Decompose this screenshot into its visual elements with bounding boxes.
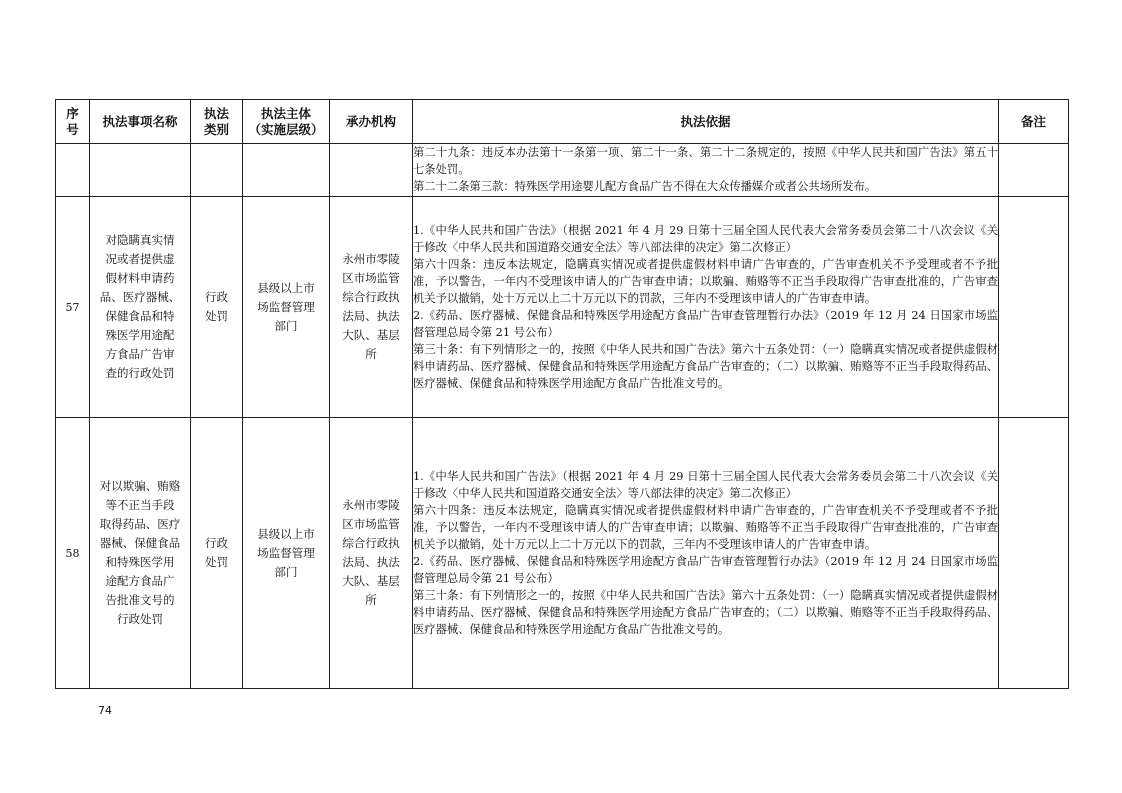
header-serial: 序 号: [56, 100, 90, 144]
cell-serial: 58: [56, 418, 90, 689]
cell-category: 行政 处罚: [191, 418, 243, 689]
basis-paragraph: 第三十条：有下列情形之一的，按照《中华人民共和国广告法》第六十五条处罚：（一）隐瞒真实情况或者提供虚假材料申请药品、医疗器械、保健食品和特殊医学用途配方食品广告审查的；（二）以欺骗、贿赂等不正当手段取得药品、医疗器械、保健食品和特殊医学用途配方食品广告批准文号的。: [413, 589, 998, 636]
cell-category: 行政 处罚: [191, 197, 243, 418]
header-row: [56, 100, 1069, 144]
cell-name: 对以欺骗、贿赂 等不正当手段 取得药品、医疗 器械、保健食品 和特殊医学用 途配方食品广 告批准文号的 行政处罚: [90, 418, 191, 689]
basis-paragraph: 第二十九条：违反本办法第十一条第一项、第二十一条、第二十二条规定的，按照《中华人民共和国广告法》第五十七条处罚。: [413, 146, 998, 176]
header-subject: 执法主体 （实施层级）: [243, 100, 330, 144]
cell-subject: 县级以上市 场监督管理 部门: [243, 418, 330, 689]
cell-office: 永州市零陵 区市场监管 综合行政执 法局、执法 大队、基层 所: [330, 418, 413, 689]
basis-paragraph: 2.《药品、医疗器械、保健食品和特殊医学用途配方食品广告审查管理暂行办法》（2019 年 12 月 24 日国家市场监督管理总局令第 21 号公布）: [413, 555, 998, 585]
cell-basis: [413, 418, 999, 689]
basis-paragraph: 第三十条：有下列情形之一的，按照《中华人民共和国广告法》第六十五条处罚：（一）隐瞒真实情况或者提供虚假材料申请药品、医疗器械、保健食品和特殊医学用途配方食品广告审查的；（二）以欺骗、贿赂等不正当手段取得药品、医疗器械、保健食品和特殊医学用途配方食品广告批准文号的。: [413, 343, 998, 390]
cell-subject: [243, 144, 330, 197]
header-category: 执法 类别: [191, 100, 243, 144]
enforcement-table: [55, 99, 1069, 689]
cell-basis: [413, 144, 999, 197]
header-office: 承办机构: [330, 100, 413, 144]
table-row: [56, 197, 1069, 418]
cell-serial: [56, 144, 90, 197]
basis-paragraph: 1.《中华人民共和国广告法》（根据 2021 年 4 月 29 日第十三届全国人民代表大会常务委员会第二十八次会议《关于修改〈中华人民共和国道路交通安全法〉等八部法律的决定》第二次修正）: [413, 224, 998, 254]
cell-remark: [999, 418, 1069, 689]
cell-remark: [999, 144, 1069, 197]
cell-office: 永州市零陵 区市场监管 综合行政执 法局、执法 大队、基层 所: [330, 197, 413, 418]
cell-serial: 57: [56, 197, 90, 418]
cell-remark: [999, 197, 1069, 418]
header-remark: 备注: [999, 100, 1069, 144]
table-row: [56, 144, 1069, 197]
header-basis: 执法依据: [413, 100, 999, 144]
basis-paragraph: 第六十四条：违反本法规定，隐瞒真实情况或者提供虚假材料申请广告审查的，广告审查机关不予受理或者不予批准，予以警告，一年内不受理该申请人的广告审查申请；以欺骗、贿赂等不正当手段取得广告审查批准的，广告审查机关予以撤销，处十万元以上二十万元以下的罚款，三年内不受理该申请人的广告审查申请。: [413, 504, 998, 551]
basis-paragraph: 第二十二条第三款：特殊医学用途婴儿配方食品广告不得在大众传播媒介或者公共场所发布。: [413, 180, 877, 193]
cell-subject: 县级以上市 场监督管理 部门: [243, 197, 330, 418]
header-name: 执法事项名称: [90, 100, 191, 144]
cell-name: [90, 144, 191, 197]
table-row: [56, 418, 1069, 689]
cell-basis: [413, 197, 999, 418]
cell-name: 对隐瞒真实情 况或者提供虚 假材料申请药 品、医疗器械、 保健食品和特 殊医学用途配 方食品广告审 查的行政处罚: [90, 197, 191, 418]
page-number: 74: [98, 704, 112, 717]
basis-paragraph: 1.《中华人民共和国广告法》（根据 2021 年 4 月 29 日第十三届全国人民代表大会常务委员会第二十八次会议《关于修改〈中华人民共和国道路交通安全法〉等八部法律的决定》第二次修正）: [413, 470, 998, 500]
basis-paragraph: 2.《药品、医疗器械、保健食品和特殊医学用途配方食品广告审查管理暂行办法》（2019 年 12 月 24 日国家市场监督管理总局令第 21 号公布）: [413, 309, 998, 339]
cell-category: [191, 144, 243, 197]
cell-office: [330, 144, 413, 197]
basis-paragraph: 第六十四条：违反本法规定，隐瞒真实情况或者提供虚假材料申请广告审查的，广告审查机关不予受理或者不予批准，予以警告，一年内不受理该申请人的广告审查申请；以欺骗、贿赂等不正当手段取得广告审查批准的，广告审查机关予以撤销，处十万元以上二十万元以下的罚款，三年内不受理该申请人的广告审查申请。: [413, 258, 998, 305]
